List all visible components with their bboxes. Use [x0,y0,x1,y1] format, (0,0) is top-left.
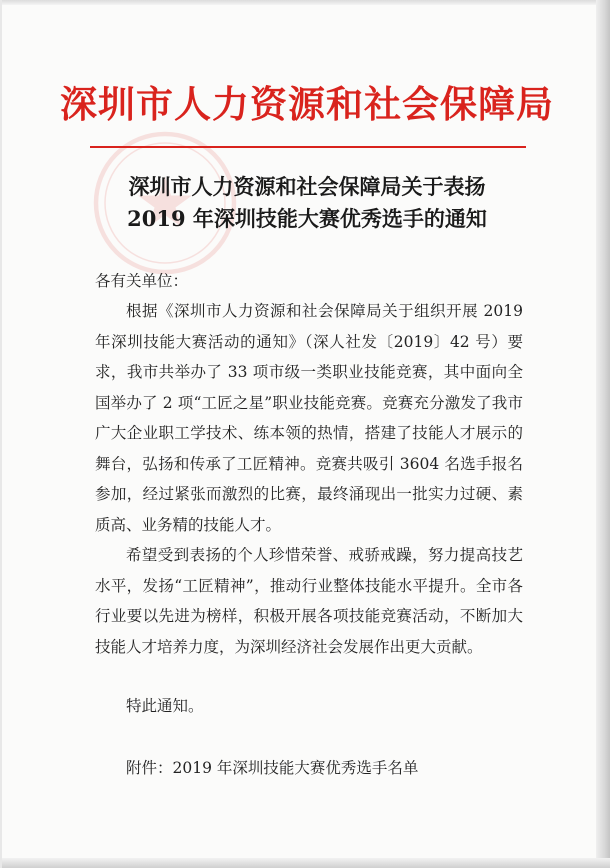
body-paragraph-2: 希望受到表扬的个人珍惜荣誉、戒骄戒躁，努力提高技艺水平，发扬“工匠精神”，推动行业整体技能水平提升。全市各行业要以先进为榜样，积极开展各项技能竞赛活动，不断加大技能人才培养力度，为深圳经济社会发展作出更大贡献。 [95,546,523,656]
notice-title-line1: 深圳市人力资源和社会保障局关于表扬 [128,174,486,199]
issuer-header: 深圳市人力资源和社会保障局 [60,82,554,126]
red-divider-line [90,146,526,148]
page-right-edge [596,0,610,868]
official-seal-watermark [90,128,240,278]
attachment-line: 附件：2019 年深圳技能大赛优秀选手名单 [126,759,419,777]
page-bottom-edge [2,858,610,868]
salutation: 各有关单位： [95,272,189,290]
closing-line: 特此通知。 [126,697,204,715]
body-paragraph-1: 根据《深圳市人力资源和社会保障局关于组织开展 2019 年深圳技能大赛活动的通知》（深人社发〔2019〕42 号）要求，我市共举办了 33 项市级一类职业技能竞赛，其中面向全国举办了 2 项“工匠之星”职业技能竞赛。竞赛充分激发了我市广大企业职工学技术、练本领的热情，搭建了技能人才展示的舞台，弘扬和传承了工匠精神。竞赛共吸引 3604 名选手报名参加，经过紧张而激烈的比赛，最终涌现出一批实力过硬、素质高、业务精的技能人才。 [95,302,523,534]
notice-title-line2: 2019 年深圳技能大赛优秀选手的通知 [127,206,487,231]
page-top-edge [2,0,610,5]
